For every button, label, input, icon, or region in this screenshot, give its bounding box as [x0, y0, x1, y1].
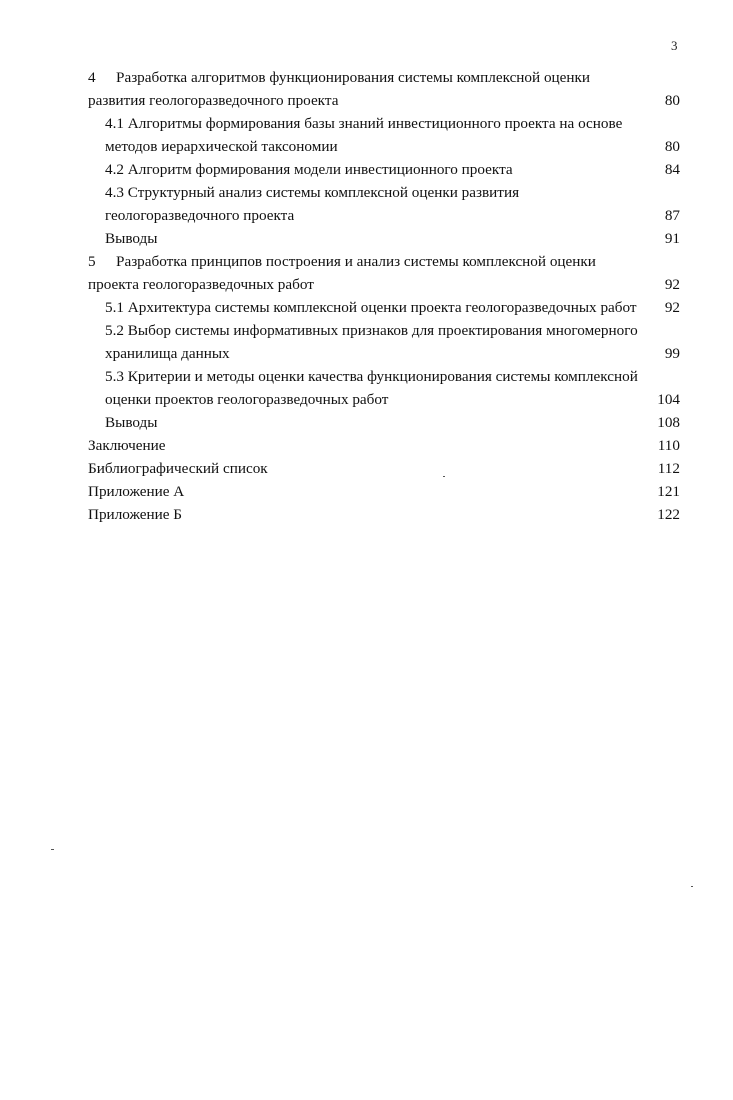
section-title: Приложение А [88, 483, 185, 500]
chapter-title: Разработка принципов построения и анализ системы комплексной оценки проекта геологоразведочных работ [88, 253, 596, 293]
page-ref: 121 [657, 483, 680, 500]
page-ref: 80 [664, 92, 680, 109]
toc-entry-appendix-a [88, 480, 680, 503]
section-title: Заключение [88, 437, 166, 454]
toc-entry-appendix-b [88, 503, 680, 526]
toc-entry-conclusion [88, 434, 680, 457]
toc-entry-conclusions-5 [88, 411, 680, 434]
page-ref: 92 [664, 299, 680, 316]
page-ref: 92 [664, 276, 680, 293]
page-ref: 104 [657, 391, 680, 408]
section-title: 4.2 Алгоритм формирования модели инвестиционного проекта [105, 161, 513, 178]
toc-entry-conclusions-4 [88, 227, 680, 250]
section-title: 4.3 Структурный анализ системы комплексной оценки развития геологоразведочного проекта [105, 184, 520, 224]
toc-entry-bibliography [88, 457, 680, 480]
toc-entry-5-3 [88, 365, 680, 411]
toc-entry-5-1 [88, 296, 680, 319]
page-ref: 99 [664, 345, 680, 362]
toc-entry-4-3 [88, 181, 680, 227]
section-title: Выводы [105, 414, 158, 431]
chapter-number: 4 [88, 69, 96, 86]
section-title: Приложение Б [88, 506, 183, 523]
page-ref: 84 [664, 161, 680, 178]
table-of-contents [88, 66, 680, 526]
section-title: 5.2 Выбор системы информативных признаков для проектирования многомерного хранилища данных [105, 322, 638, 362]
page-number: 3 [671, 38, 678, 53]
section-title: Библиографический список [88, 460, 268, 477]
page-ref: 87 [664, 207, 680, 224]
section-title: 5.1 Архитектура системы комплексной оценки проекта геологоразведочных работ [105, 299, 637, 316]
chapter-number: 5 [88, 253, 96, 270]
toc-entry-4-2 [88, 158, 680, 181]
toc-entry-4-1 [88, 112, 680, 158]
page-ref: 122 [657, 506, 680, 523]
scan-speck [691, 886, 693, 887]
scan-speck [443, 476, 445, 477]
toc-entry-chapter-4 [88, 66, 680, 112]
section-title: 4.1 Алгоритмы формирования базы знаний инвестиционного проекта на основе методов иерархической таксономии [105, 115, 623, 155]
section-title: Выводы [105, 230, 158, 247]
scan-speck [51, 849, 54, 850]
page-ref: 108 [657, 414, 680, 431]
page-ref: 80 [664, 138, 680, 155]
chapter-title: Разработка алгоритмов функционирования системы комплексной оценки развития геологоразведочного проекта [88, 69, 591, 109]
section-title: 5.3 Критерии и методы оценки качества функционирования системы комплексной оценки проектов геологоразведочных работ [105, 368, 638, 408]
page-ref: 112 [657, 460, 680, 477]
toc-entry-5-2 [88, 319, 680, 365]
page-ref: 110 [657, 437, 680, 454]
page-ref: 91 [664, 230, 680, 247]
toc-entry-chapter-5 [88, 250, 680, 296]
